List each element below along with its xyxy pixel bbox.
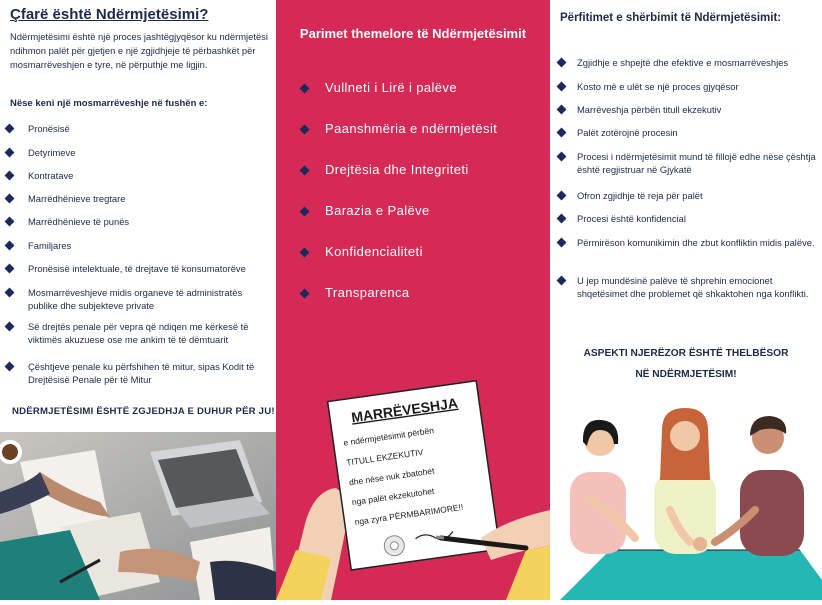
list-item: Çështjeve penale ku përfshihen të mitur, sipas Kodit të Drejtësisë Penale për të Mitur (6, 360, 274, 386)
list-item: Vullneti i Lirë i palëve (276, 78, 550, 100)
diamond-bullet-icon (5, 148, 15, 158)
list-item: Palët zotërojnë procesin (558, 126, 820, 139)
person-left (570, 420, 635, 554)
list-item: Familjares (6, 239, 274, 252)
diamond-bullet-icon (5, 171, 15, 181)
left-intro: Ndërmjetësimi është një proces jashtëgjyqësor ku ndërmjetësi ndihmon palët për gjetjen e një zgjidhjeje të përbashkët për mosmarrëveshjen e tyre, në përputhje me ligjin. (10, 31, 268, 70)
list-item: Drejtësia dhe Integriteti (276, 160, 550, 182)
paper-line: e ndërmjetësimit përbën (342, 425, 435, 448)
diamond-bullet-icon (557, 82, 567, 92)
left-slogan: NDËRMJETËSIMI ËSHTË ZGJEDHJA E DUHUR PËR JU! (12, 406, 275, 417)
diamond-bullet-icon (557, 105, 567, 115)
person-right (715, 416, 804, 556)
list-item: Detyrimeve (6, 146, 274, 159)
diamond-bullet-icon (5, 288, 15, 298)
list-item: Konfidencialiteti (276, 242, 550, 264)
list-item: Përmirëson komunikimin dhe zbut konfliktin midis palëve. (558, 236, 820, 249)
middle-panel (276, 0, 550, 600)
diamond-bullet-icon (5, 362, 15, 372)
principles-title: Parimet themelore të Ndërmjetësimit (299, 26, 527, 41)
list-item: Pronësisë intelektuale, të drejtave të konsumatorëve (6, 262, 274, 275)
office-desk-photo (0, 432, 276, 600)
diamond-bullet-icon (557, 276, 567, 286)
diamond-bullet-icon (300, 166, 310, 176)
diamond-bullet-icon (557, 58, 567, 68)
paper-heading: MARRËVESHJA (350, 394, 459, 426)
list-item: Marrëveshja përbën titull ekzekutiv (558, 103, 820, 116)
human-aspect-slogan: ASPEKTI NJERËZOR ËSHTË THELBËSOR NË NDËRMJETËSIM! (583, 348, 789, 380)
diamond-bullet-icon (557, 191, 567, 201)
diamond-bullet-icon (5, 194, 15, 204)
list-item: Procesi i ndërmjetësimit mund të fillojë edhe nëse çështja është regjistruar në Gjykatë (558, 150, 820, 176)
agreement-illustration (276, 370, 550, 600)
diamond-bullet-icon (5, 322, 15, 332)
diamond-bullet-icon (5, 241, 15, 251)
diamond-bullet-icon (557, 214, 567, 224)
left-panel (0, 0, 276, 600)
diamond-bullet-icon (557, 238, 567, 248)
paper-line: nga zyra PËRMBARIMORE!! (353, 501, 464, 527)
list-item: Kosto më e ulët se një proces gjyqësor (558, 80, 820, 93)
list-item: Kontratave (6, 169, 274, 182)
list-item: Mosmarrëveshjeve midis organeve të administratës publike dhe subjekteve private (6, 286, 274, 312)
list-item: Zgjidhje e shpejtë dhe efektive e mosmarrëveshjes (558, 56, 820, 69)
list-item: Pronësisë (6, 122, 274, 135)
list-item: Marrëdhënieve tregtare (6, 192, 274, 205)
diamond-bullet-icon (5, 124, 15, 134)
list-item: Ofron zgjidhje të reja për palët (558, 189, 820, 202)
list-item: Barazia e Palëve (276, 201, 550, 223)
list-item: Së drejtës penale për vepra që ndiqen me kërkesë të viktimës akuzuese ose me ankim të të dëmtuarit (6, 320, 274, 346)
list-item: Paanshmëria e ndërmjetësit (276, 119, 550, 141)
people-meeting-illustration (550, 400, 822, 600)
diamond-bullet-icon (557, 152, 567, 162)
diamond-bullet-icon (5, 217, 15, 227)
paper-line: nga palët ekzekutohet (351, 485, 435, 508)
left-title: Çfarë është Ndërmjetësimi? (10, 6, 209, 23)
diamond-bullet-icon (557, 128, 567, 138)
paper-line: TITULL EKZEKUTIV (345, 446, 424, 468)
list-item: Procesi është konfidencial (558, 212, 820, 225)
paper-line: dhe nëse nuk zbatohet (348, 465, 435, 488)
benefits-title: Përfitimet e shërbimit të Ndërmjetësimit: (560, 12, 782, 24)
diamond-bullet-icon (5, 264, 15, 274)
left-subtitle: Nëse keni një mosmarrëveshje në fushën e: (10, 98, 208, 109)
right-panel (550, 0, 822, 600)
diamond-bullet-icon (300, 207, 310, 217)
person-middle (654, 408, 716, 554)
list-item: U jep mundësinë palëve të shprehin emocionet shqetësimet dhe problemet që shkaktohen nga konflikti. (558, 274, 820, 300)
list-item: Transparenca (276, 283, 550, 305)
diamond-bullet-icon (300, 248, 310, 258)
diamond-bullet-icon (300, 125, 310, 135)
list-item: Marrëdhënieve të punës (6, 215, 274, 228)
diamond-bullet-icon (300, 289, 310, 299)
diamond-bullet-icon (300, 84, 310, 94)
